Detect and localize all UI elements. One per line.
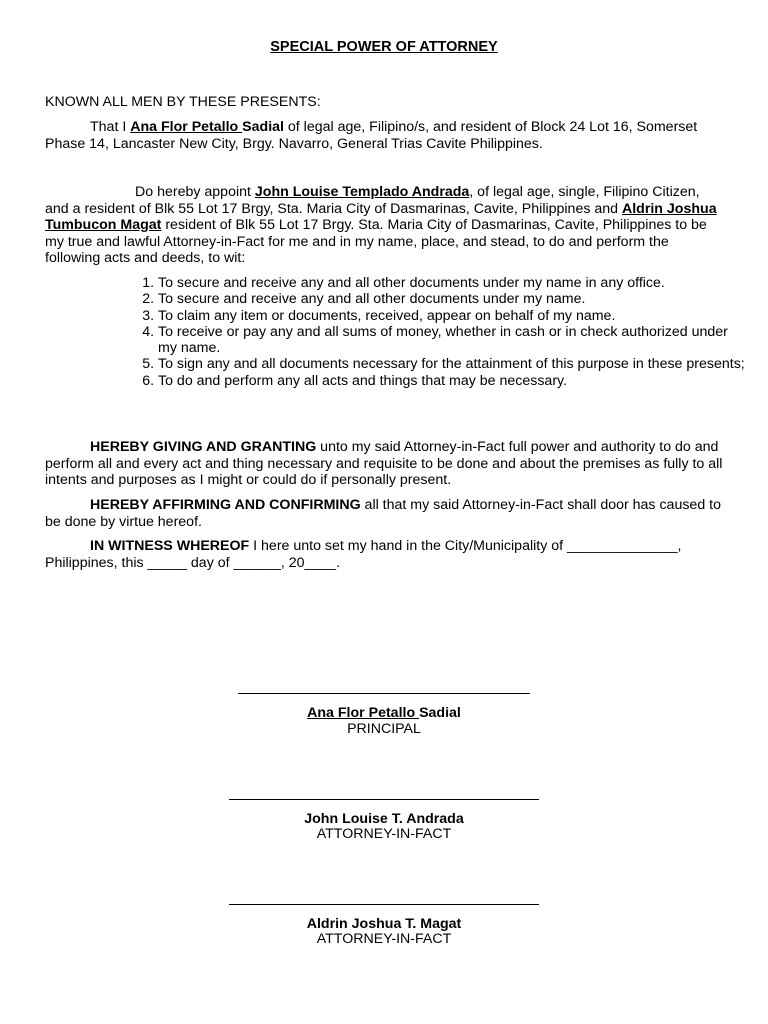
appoint-paragraph: [45, 184, 723, 267]
principal-role: PRINCIPAL: [347, 721, 421, 737]
witness-lead: IN WITNESS WHEREOF: [90, 538, 250, 554]
principal-name-underlined: Ana Flor Petallo: [130, 119, 243, 135]
signature-line-principal: [238, 693, 530, 694]
witness-text: I here unto set my hand in the City/Municipality of ______________, Philippines, this _____ day of ______, 20____.: [45, 538, 682, 571]
signature-line-attorney2: [229, 904, 539, 905]
principal-sign-name-rest: Sadial: [419, 705, 461, 721]
principal-details: of legal age, Filipino/s, and resident of Block 24 Lot 16, Somerset Phase 14, Lancaster New City, Brgy. Navarro, General Trias Cavite Philippines.: [45, 119, 698, 152]
giving-lead: HEREBY GIVING AND GRANTING: [90, 439, 317, 455]
attorney2-signatory-name: Aldrin Joshua T. Magat: [306, 916, 462, 932]
list-item: 3. To claim any item or documents, received, appear on behalf of my name.: [158, 308, 748, 324]
attorney2-details: resident of Blk 55 Lot 17 Brgy. Sta. Maria City of Dasmarinas, Cavite, Philippines to be my true and lawful Attorney-in-Fact for me and in my name, place, and stead, to do and perform the following acts and deeds, to wit:: [45, 217, 707, 266]
principal-sign-name-underlined: Ana Flor Petallo: [307, 705, 420, 721]
list-item: 5. To sign any and all documents necessary for the attainment of this purpose in these presents;: [158, 356, 748, 372]
principal-name-rest: Sadial: [242, 119, 284, 135]
list-item: 6. To do and perform any all acts and things that may be necessary.: [158, 373, 748, 389]
giving-text: unto my said Attorney-in-Fact full power and authority to do and perform all and every act and thing necessary and requisite to be done and about the premises as fully to all intents and purposes as I might or could do if personally present.: [45, 439, 723, 488]
document-title: SPECIAL POWER OF ATTORNEY: [270, 39, 498, 55]
acts-list: [136, 275, 748, 389]
affirming-text: all that my said Attorney-in-Fact shall door has caused to be done by virtue hereof.: [45, 497, 721, 530]
attorney1-name: John Louise Templado Andrada: [254, 184, 470, 200]
attorney2-role: ATTORNEY-IN-FACT: [316, 931, 452, 947]
principal-paragraph: [45, 119, 723, 152]
principal-signatory-name: [0, 705, 768, 722]
principal-intro: That I: [90, 119, 131, 135]
affirming-paragraph: [45, 497, 723, 530]
list-item: 1. To secure and receive any and all other documents under my name in any office.: [158, 275, 748, 291]
appoint-intro: Do hereby appoint: [135, 184, 255, 200]
attorney1-signatory-name: John Louise T. Andrada: [304, 811, 464, 827]
attorney2-name: Aldrin Joshua Tumbucon Magat: [45, 200, 717, 233]
witness-paragraph: [45, 538, 723, 571]
list-item: 4. To receive or pay any and all sums of money, whether in cash or in check authorized under my name.: [158, 324, 748, 357]
attorney1-details: , of legal age, single, Filipino Citizen, and a resident of Blk 55 Lot 17 Brgy, Sta. Maria City of Dasmarinas, Cavite, Philippines and: [45, 184, 700, 217]
giving-paragraph: [45, 439, 723, 489]
attorney1-role: ATTORNEY-IN-FACT: [316, 826, 452, 842]
signature-line-attorney1: [229, 799, 539, 800]
greeting: KNOWN ALL MEN BY THESE PRESENTS:: [45, 94, 321, 110]
list-item: 2. To secure and receive any and all other documents under my name.: [158, 291, 748, 307]
affirming-lead: HEREBY AFFIRMING AND CONFIRMING: [90, 497, 361, 513]
